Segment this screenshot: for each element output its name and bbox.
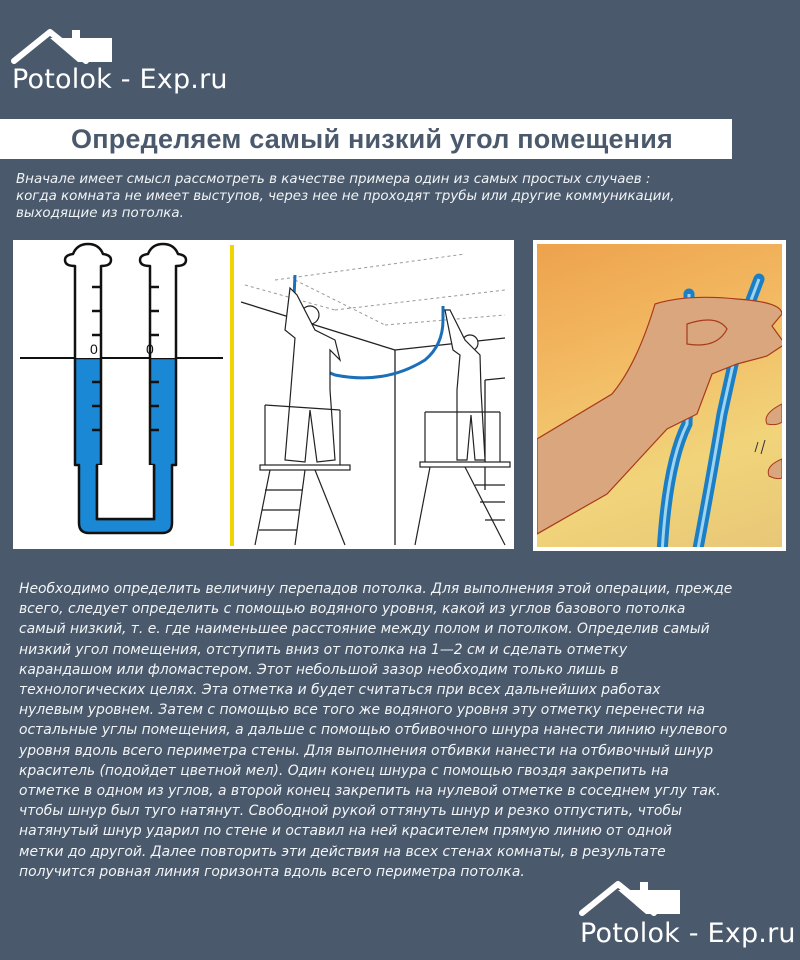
body-paragraph [19, 579, 799, 882]
house-roof-icon [578, 880, 680, 916]
logo-text: Potolok - Exp.ru [12, 64, 228, 95]
workers-illustration [235, 240, 511, 549]
body-line: всего, следует определить с помощью водяного уровня, какой из углов базового потолка [19, 601, 686, 618]
body-line: остальные углы помещения, а дальше с помощью отбивочного шнура нанести линию нулевого [19, 722, 728, 739]
body-line: карандашом или фломастером. Этот небольшой зазор необходим только лишь в [19, 661, 619, 678]
water-level-diagram [13, 240, 230, 549]
intro-line: когда комната не имеет выступов, через нее не проходят трубы или другие коммуникации, [16, 189, 675, 204]
body-line: самый низкий, т. е. где наименьшее расстояние между полом и потолком. Определив самый [19, 621, 710, 638]
body-line: уровня вдоль всего периметра стены. Для выполнения отбивки нанести на отбивочный шнур [19, 742, 714, 759]
figure-left-composite [13, 240, 514, 549]
hand-tubes-illustration [537, 244, 782, 547]
logo-text: Potolok - Exp.ru [580, 918, 796, 949]
body-line: метки до другой. Далее повторить эти действия на всех стенах комнаты, в результате [19, 843, 666, 860]
site-logo-bottom[interactable] [578, 880, 800, 954]
figure-hand-tubes [533, 240, 786, 551]
body-line: натянутый шнур ударил по стене и оставил на ней красителем прямую линию от одной [19, 823, 672, 840]
body-line: технологических целях. Эта отметка и будет считаться при всех дальнейших работах [19, 682, 661, 699]
zero-label-right: 0 [146, 341, 154, 357]
body-line: отметке в одном из углов, а второй конец закрепить на нулевой отметке в соседнем углу так. [19, 783, 721, 800]
body-line: чтобы шнур был туго натянут. Свободной рукой оттянуть шнур и резко отпустить, чтобы [19, 803, 682, 820]
body-line: краситель (подойдет цветной мел). Один конец шнура с помощью гвоздя закрепить на [19, 762, 669, 779]
zero-label-left: 0 [90, 341, 98, 357]
yellow-divider [230, 245, 234, 546]
page-title: Определяем самый низкий угол помещения [71, 123, 673, 154]
body-line: нулевым уровнем. Затем с помощью все того же водяного уровня эту отметку перенести на [19, 702, 705, 719]
intro-line: Вначале имеет смысл рассмотреть в качестве примера один из самых простых случаев : [16, 172, 651, 187]
body-line: Необходимо определить величину перепадов потолка. Для выполнения этой операции, прежде [19, 581, 733, 597]
intro-paragraph [16, 171, 796, 222]
intro-line: выходящие из потолка. [16, 206, 184, 221]
house-roof-icon [10, 28, 112, 64]
body-line: низкий угол помещения, отступить вниз от потолка на 1—2 см и сделать отметку [19, 641, 628, 658]
title-banner [0, 119, 732, 159]
site-logo-top[interactable] [10, 28, 240, 102]
body-line: получится ровная линия горизонта вдоль всего периметра потолка. [19, 863, 525, 880]
